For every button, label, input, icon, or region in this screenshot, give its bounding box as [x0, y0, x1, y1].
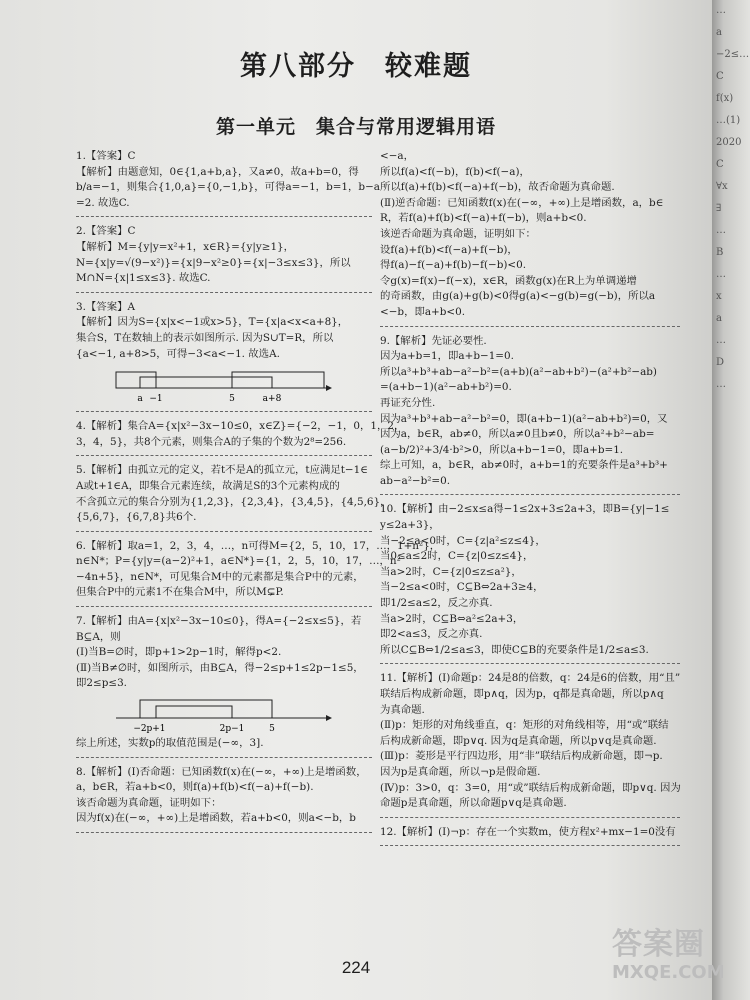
watermark-text: 答案圈: [612, 927, 705, 962]
solution-line: a，b∈R，若a+b<0，则f(a)+f(b)<f(−a)+f(−b).: [76, 781, 314, 794]
tick-label: 5: [269, 724, 275, 735]
solution-block: [76, 536, 441, 607]
solution-block: [76, 762, 372, 833]
solution-line: (Ⅳ)p：3>0，q：3=0，用“或”联结后构成新命题，即p∨q. 因为: [380, 781, 681, 794]
edge-fragment: C: [716, 159, 724, 170]
solution-line: 10.【解析】由−2≤x≤a得−1≤2x+3≤2a+3，即B={y|−1≤: [380, 503, 670, 516]
solution-line: 2.【答案】C: [76, 225, 136, 238]
solution-line: 综上所述，实数p的取值范围是(−∞，3].: [76, 737, 264, 750]
solution-line: 即2≤p≤3.: [76, 677, 127, 690]
edge-fragment: D: [716, 357, 725, 368]
tick-label: −2: [133, 724, 147, 735]
tick-label: 5: [229, 394, 235, 405]
solution-line: (a−b/2)²+3/4·b²>0，所以a+b−1=0，即a+b=1.: [380, 443, 624, 456]
solution-line: 因为f(x)在(−∞，+∞)上是增函数，若a+b<0，则a<−b，b: [76, 812, 356, 825]
solution-line: 所以C⊆B⇔1/2≤a≤3，即使C⊆B的充要条件是1/2≤a≤3.: [380, 643, 649, 656]
edge-fragment: 2020: [716, 137, 742, 148]
interval-t: [140, 377, 272, 388]
solution-line: {a<−1, a+8>5，可得−3<a<−1. 故选A.: [76, 347, 280, 360]
edge-fragment: ∃: [716, 203, 722, 214]
solution-line: 得f(a)−f(−a)+f(b)−f(−b)<0.: [380, 259, 527, 272]
solution-block: [380, 668, 680, 817]
watermark-logo: [612, 928, 742, 992]
solution-line: =2. 故选C.: [76, 196, 130, 209]
solution-line: 再证充分性.: [380, 396, 436, 409]
solution-line: 命题p是真命题，所以命题p∨q是真命题.: [380, 797, 567, 810]
solution-line: =(a+b−1)(a²−ab+b²)=0.: [380, 381, 512, 394]
solution-line: 该否命题为真命题，证明如下：: [76, 796, 222, 809]
solution-line: 设f(a)+f(b)<f(−a)+f(−b)，: [380, 243, 518, 256]
edge-fragment: …: [716, 269, 726, 280]
solution-line: 3.【答案】A: [76, 300, 135, 313]
tick-label: −1: [149, 394, 163, 405]
solution-line: 为真命题.: [380, 703, 425, 716]
tick-label: a: [137, 394, 143, 405]
solution-line: (Ⅲ)p：菱形是平行四边形，用“非”联结后构成新命题，即¬p.: [380, 750, 663, 763]
edge-fragment: …: [716, 335, 726, 346]
edge-fragment: ∀x: [716, 181, 728, 192]
solution-block: [380, 499, 680, 664]
solution-line: M∩N={x|1≤x≤3}. 故选C.: [76, 272, 211, 285]
solution-line: 后构成新命题，即p∨q. 因为q是真命题，所以p∨q是真命题.: [380, 734, 657, 747]
edge-fragment: …: [716, 225, 726, 236]
part-title: 第八部分 较难题: [240, 51, 472, 82]
solution-line: y≤2a+3}，: [380, 519, 440, 532]
solution-line: 7.【解析】由A={x|x²−3x−10≤0}，得A={−2≤x≤5}，若: [76, 615, 362, 628]
solution-line: 因为a³+b³+ab−a²−b²=0，即(a+b−1)(a²−ab+b²)=0，又: [380, 412, 668, 425]
right-column: [380, 146, 680, 850]
solution-line: 12.【解析】(Ⅰ)¬p：存在一个实数m，使方程x²+mx−1=0没有: [380, 825, 676, 838]
solution-line: <−b，即a+b<0.: [380, 305, 466, 318]
tick-label: 2p−1: [219, 724, 245, 735]
solution-line: 1.【答案】C: [76, 150, 136, 162]
solution-block: [76, 416, 405, 456]
solution-line: (Ⅱ)当B≠∅时，如图所示，由B⊆A，得−2≤p+1≤2p−1≤5，: [76, 661, 364, 674]
solution-line: 11.【解析】(Ⅰ)命题p：24是8的倍数，q：24是6的倍数，用“且”: [380, 672, 681, 685]
solution-line: 该逆否命题为真命题，证明如下：: [380, 227, 536, 240]
solution-line: 8.【解析】(Ⅰ)否命题：已知函数f(x)在(−∞，+∞)上是增函数，: [76, 765, 367, 778]
solution-line: 所以a³+b³+ab−a²−b²=(a+b)(a²−ab+b²)−(a²+b²−ab): [380, 365, 657, 378]
solution-line: N={x|y=√(9−x²)}={x|9−x²≥0}={x|−3≤x≤3}，所以: [76, 256, 351, 269]
solution-block: [76, 297, 372, 412]
solution-line: 3，4，5}，共8个元素，则集合A的子集的个数为2⁸=256.: [76, 435, 347, 448]
solution-line: R，若f(a)+f(b)<f(−a)+f(−b)，则a+b<0.: [380, 212, 587, 225]
edge-fragment: B: [716, 247, 724, 258]
solution-line: {5,6,7}，{6,7,8}共6个.: [76, 511, 197, 524]
solution-line: −4n+5}，n∈N*，可见集合M中的元素都是集合P中的元素，: [76, 570, 364, 583]
solution-line: (Ⅱ)p：矩形的对角线垂直，q：矩形的对角线相等，用“或”联结: [380, 719, 669, 732]
solution-line: 【解析】由题意知，0∈{1,a+b,a}，又a≠0，故a+b=0，得: [76, 165, 359, 178]
solution-line: 令g(x)=f(x)−f(−x)，x∈R，函数g(x)在R上为单调递增: [380, 274, 637, 287]
solution-line: A或t+1∈A，即集合元素连续，故满足S的3个元素构成的: [76, 479, 340, 492]
solution-line: (Ⅱ)逆否命题：已知函数f(x)在(−∞，+∞)上是增函数，a，b∈: [380, 196, 664, 209]
solution-line: 因为a+b=1，即a+b−1=0.: [380, 350, 514, 363]
interval-s-right: [232, 372, 324, 388]
solution-line: ab−a²−b²=0.: [380, 474, 451, 487]
number-line-diagram: [76, 694, 372, 734]
edge-fragment: x: [716, 291, 722, 302]
adjacent-page-edge: [712, 0, 750, 1000]
solution-line: 所以f(a)+f(b)<f(−a)+f(−b)，故否命题为真命题.: [380, 181, 615, 194]
solution-line: 当a>2时，C⊆B⇔a²≤2a+3，: [380, 612, 524, 625]
solution-line: 集合S，T在数轴上的表示如图所示. 因为S∪T=R，所以: [76, 331, 334, 344]
solution-line: 9.【解析】先证必要性.: [380, 334, 487, 347]
solution-line: 5.【解析】由孤立元的定义，若t不是A的孤立元，t应满足t−1∈: [76, 464, 368, 477]
solution-block: [380, 146, 680, 327]
solution-line: <−a，: [380, 150, 414, 162]
solution-line: 当a>2时，C={z|0≤z≤a²}，: [380, 565, 522, 578]
solution-line: 不含孤立元的集合分别为{1,2,3}，{2,3,4}，{3,4,5}，{4,5,6}，: [76, 495, 391, 508]
interval-s-left: [116, 372, 156, 388]
solution-block: [76, 221, 372, 292]
edge-fragment: …: [716, 379, 726, 390]
solution-block: [76, 611, 372, 758]
solution-line: 当0≤a≤2时，C={z|0≤z≤4}，: [380, 550, 534, 563]
page-number: 224: [341, 958, 371, 977]
solution-line: 的奇函数，由g(a)+g(b)<0得g(a)<−g(b)=g(−b)，所以a: [380, 290, 656, 303]
edge-fragment: a: [716, 313, 722, 324]
solution-block: [380, 822, 680, 847]
solution-line: 4.【解析】集合A={x|x²−3x−10≤0，x∈Z}={−2，−1，0，1，2，: [76, 420, 405, 433]
edge-fragment: −2≤…: [716, 49, 750, 60]
solution-line: (Ⅰ)当B=∅时，即p+1>2p−1时，解得p<2.: [76, 646, 282, 659]
solution-line: 综上可知，a，b∈R，ab≠0时，a+b=1的充要条件是a³+b³+: [380, 459, 668, 472]
solution-line: b/a=−1，则集合{1,0,a}={0,−1,b}，可得a=−1，b=1，b−a: [76, 181, 380, 194]
solution-line: 【解析】因为S={x|x<−1或x>5}，T={x|a<x<a+8}，: [76, 316, 349, 329]
edge-fragment: C: [716, 71, 724, 82]
edge-fragment: a: [716, 27, 722, 38]
tick-label: p+1: [146, 724, 166, 735]
solution-line: 当−2≤a<0时，C⊆B⇔2a+3≥4，: [380, 581, 544, 594]
interval-b: [156, 706, 232, 718]
solution-line: 因为p是真命题，所以¬p是假命题.: [380, 765, 541, 778]
solution-line: n∈N*；P={y|y=(a−2)²+1，a∈N*}={1，2，5，10，17，…，n²: [76, 555, 401, 568]
edge-fragment: …: [716, 5, 726, 16]
tick-label: a+8: [262, 394, 282, 405]
solution-line: 即1/2≤a≤2，反之亦真.: [380, 597, 493, 610]
solution-line: 【解析】M={y|y=x²+1，x∈R}={y|y≥1}，: [76, 240, 295, 253]
solution-line: B⊆A，则: [76, 630, 121, 643]
solution-line: 当−2≤a<0时，C={z|a²≤z≤4}，: [380, 534, 546, 547]
solution-line: 因为a，b∈R，ab≠0，所以a≠0且b≠0，所以a²+b²−ab=: [380, 428, 655, 441]
solution-line: 6.【解析】取a=1，2，3，4，…，n可得M={2，5，10，17，…，1+n²}，: [76, 539, 441, 552]
number-line-diagram: [76, 364, 372, 404]
interval-a: [140, 700, 272, 718]
solution-line: 即2<a≤3，反之亦真.: [380, 628, 483, 641]
solution-line: 所以f(a)<f(−b)，f(b)<f(−a)，: [380, 165, 530, 178]
solution-block: [76, 460, 391, 531]
watermark-url: MXQE.COM: [612, 962, 725, 983]
solution-line: 但集合P中的元素1不在集合M中，所以M⊊P.: [76, 586, 284, 599]
edge-fragment: …(1): [716, 115, 741, 126]
solution-line: 联结后构成新命题，即p∧q，因为p，q都是真命题，所以p∧q: [380, 688, 664, 700]
edge-fragment: f(x): [716, 93, 734, 104]
solution-block: [76, 146, 380, 217]
solution-block: [380, 331, 680, 496]
unit-title: 第一单元 集合与常用逻辑用语: [215, 116, 496, 138]
